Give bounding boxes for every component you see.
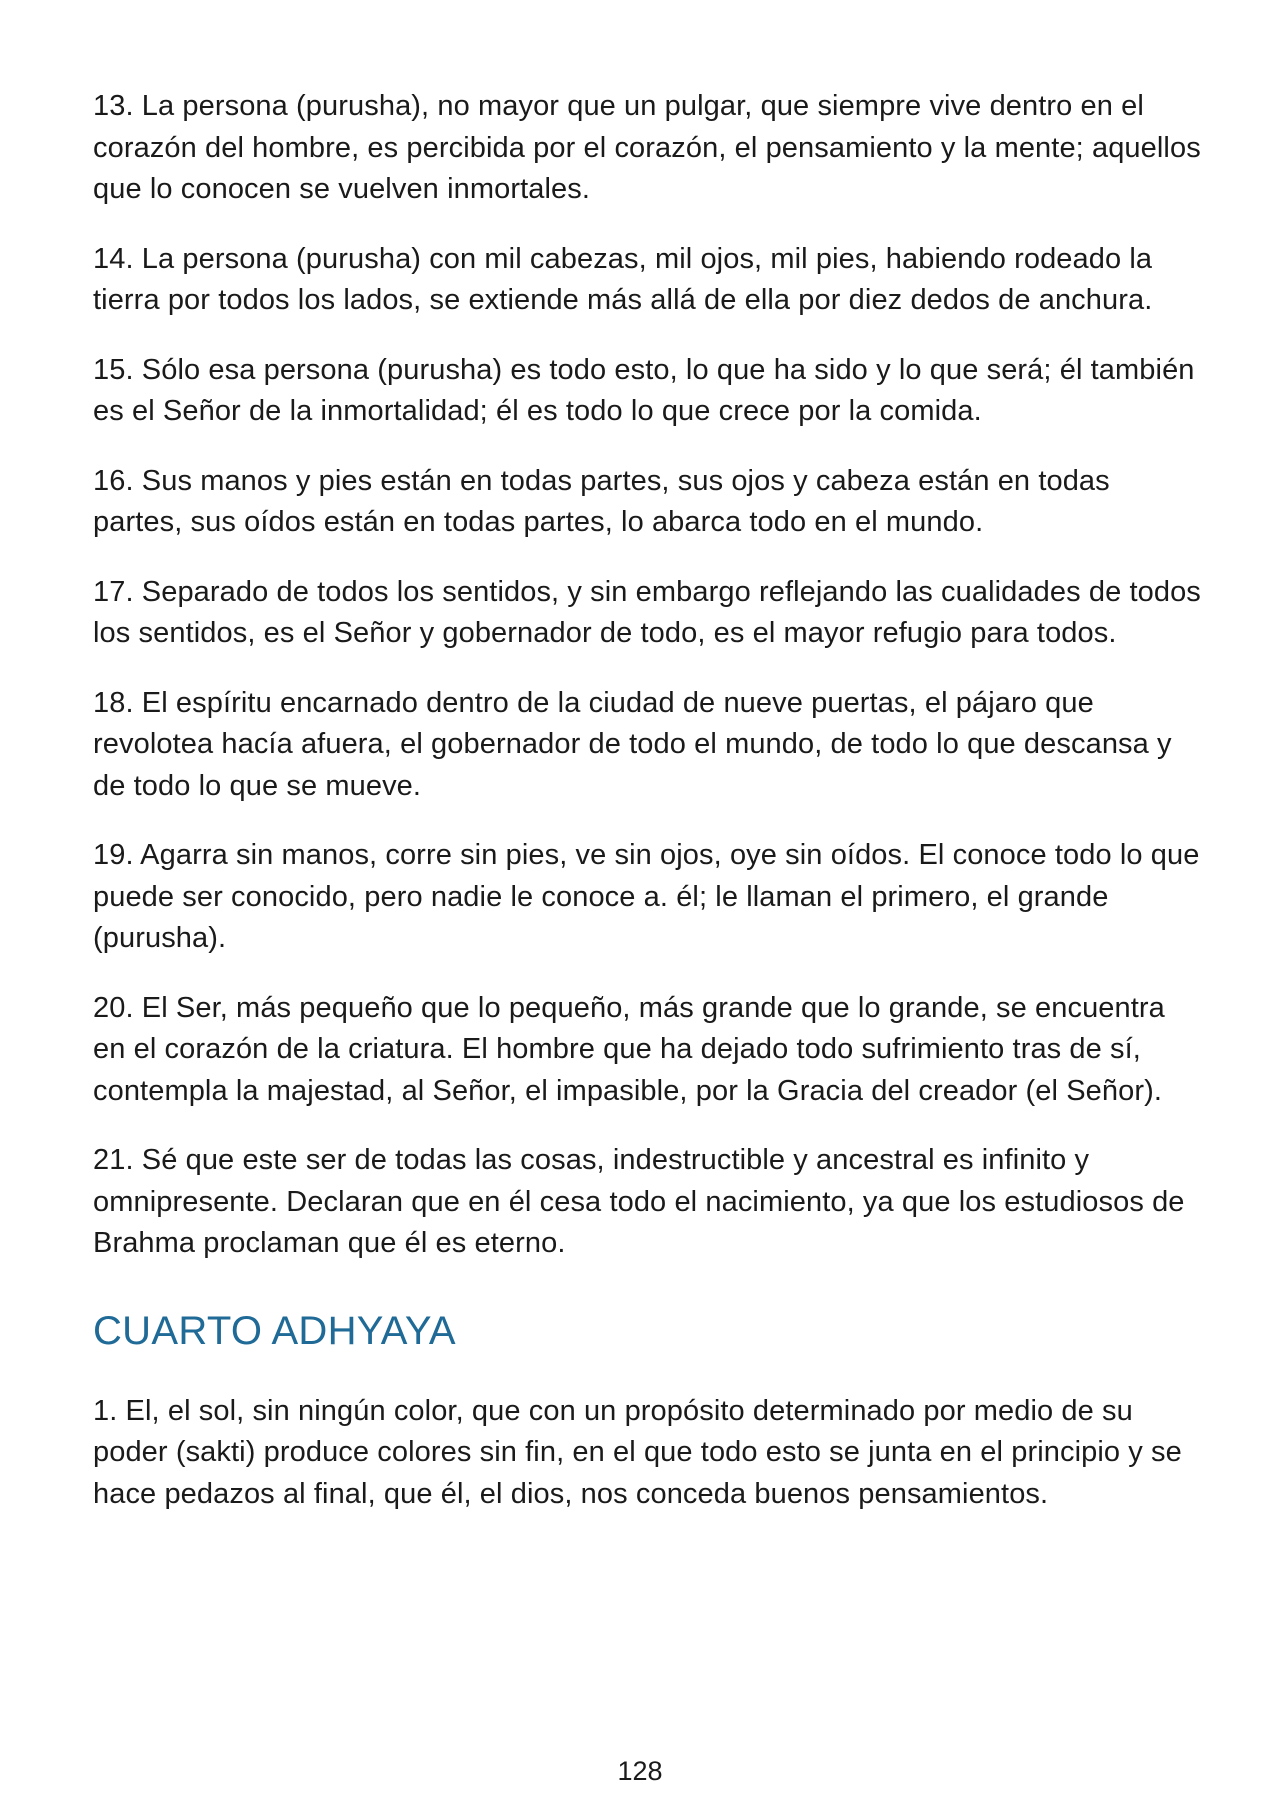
verse-15: 15. Sólo esa persona (purusha) es todo esto, lo que ha sido y lo que será; él también es el Señor de la inmortalidad; él es todo lo que crece por la comida. bbox=[93, 353, 1195, 427]
verse-14: 14. La persona (purusha) con mil cabezas, mil ojos, mil pies, habiendo rodeado la tierra por todos los lados, se extiende más allá de ella por diez dedos de anchura. bbox=[93, 242, 1153, 316]
verse-16: 16. Sus manos y pies están en todas partes, sus ojos y cabeza están en todas partes, sus oídos están en todas partes, lo abarca todo en el mundo. bbox=[93, 464, 1110, 538]
verse-18: 18. El espíritu encarnado dentro de la ciudad de nueve puertas, el pájaro que revolotea hacía afuera, el gobernador de todo el mundo, de todo lo que descansa y de todo lo que se mueve. bbox=[93, 686, 1172, 802]
verse-20: 20. El Ser, más pequeño que lo pequeño, más grande que lo grande, se encuentra en el corazón de la criatura. El hombre que ha dejado todo sufrimiento tras de sí, contempla la majestad, al Señor, el impasible, por la Gracia del creador (el Señor). bbox=[93, 991, 1165, 1107]
page-number: 128 bbox=[617, 1756, 663, 1786]
verse-19: 19. Agarra sin manos, corre sin pies, ve sin ojos, oye sin oídos. El conoce todo lo que puede ser conocido, pero nadie le conoce a. él; le llaman el primero, el grande (purusha). bbox=[93, 839, 1200, 954]
section-heading: CUARTO ADHYAYA bbox=[93, 1308, 456, 1353]
verse-13: 13. La persona (purusha), no mayor que un pulgar, que siempre vive dentro en el corazón del hombre, es percibida por el corazón, el pensamiento y la mente; aquellos que lo conocen se vuelven inmortales. bbox=[93, 90, 1201, 205]
verse-17: 17. Separado de todos los sentidos, y sin embargo reflejando las cualidades de todos los sentidos, es el Señor y gobernador de todo, es el mayor refugio para todos. bbox=[93, 575, 1201, 649]
page-content bbox=[93, 86, 1203, 1543]
verse-21: 21. Sé que este ser de todas las cosas, indestructible y ancestral es infinito y omnipresente. Declaran que en él cesa todo el nacimiento, ya que los estudiosos de Brahma proclaman que él es eterno. bbox=[93, 1144, 1185, 1259]
verse-1: 1. El, el sol, sin ningún color, que con un propósito determinado por medio de su poder (sakti) produce colores sin fin, en el que todo esto se junta en el principio y se hace pedazos al final, que él, el dios, nos conceda buenos pensamientos. bbox=[93, 1394, 1182, 1510]
